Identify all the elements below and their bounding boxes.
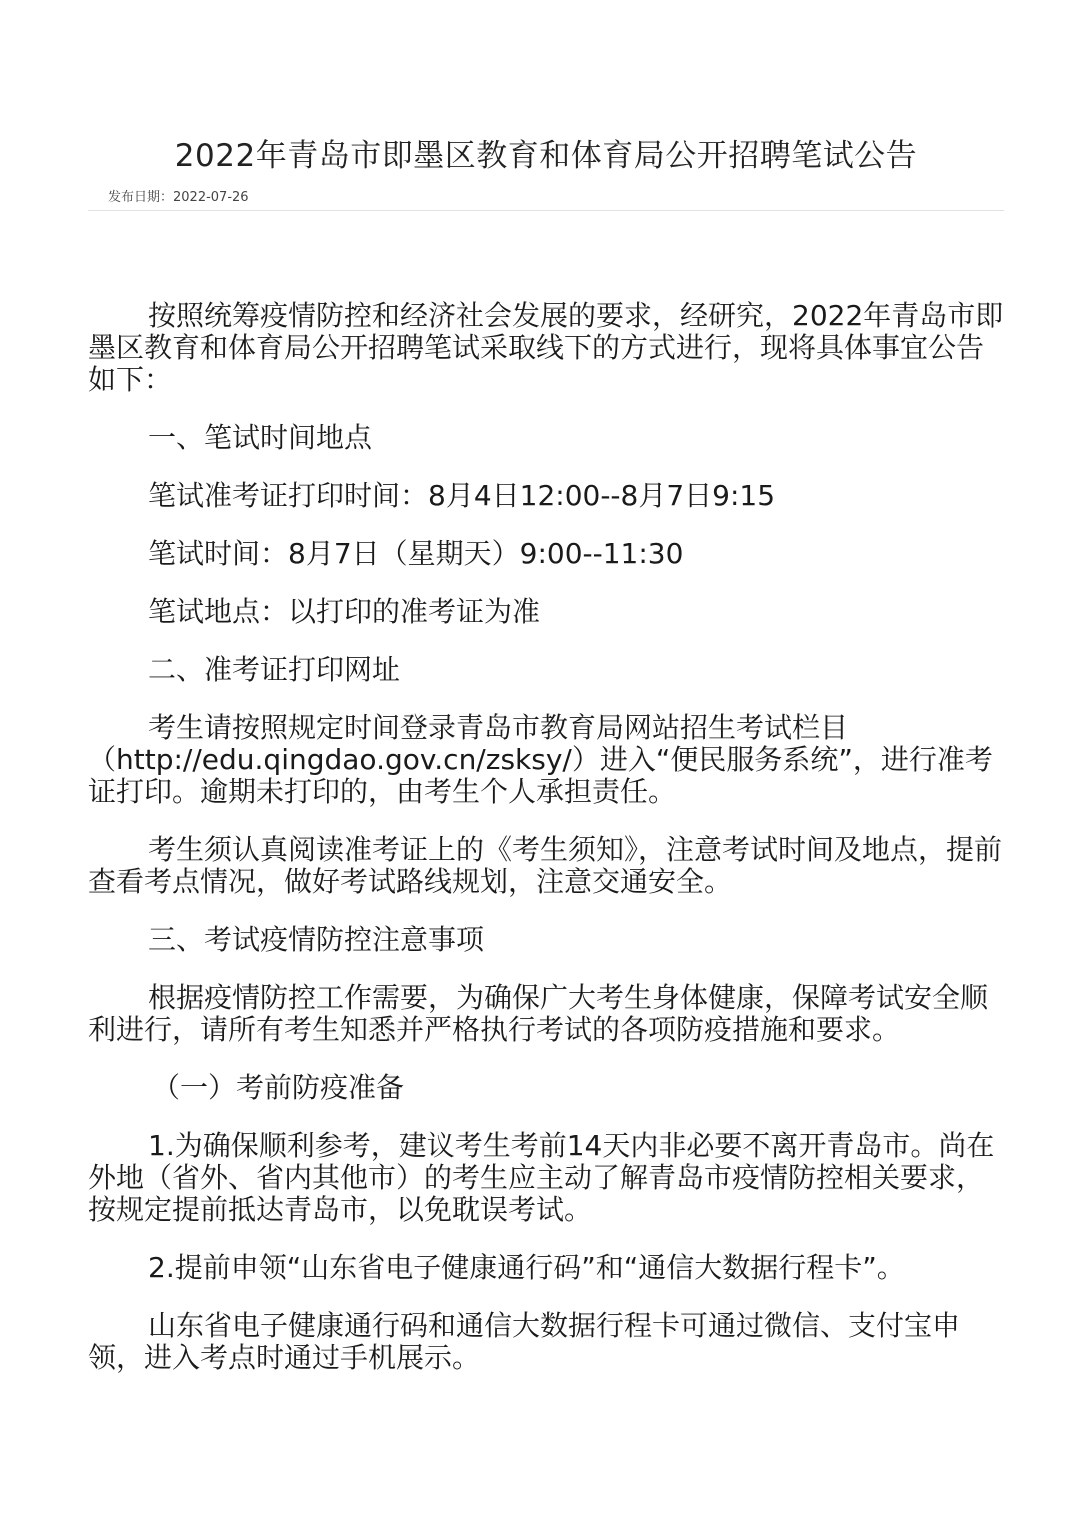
section-heading-2: 二、准考证打印网址 xyxy=(148,653,401,686)
document-title: 2022年青岛市即墨区教育和体育局公开招聘笔试公告 xyxy=(174,138,918,174)
paragraph-notice: 考生须认真阅读准考证上的《考生须知》，注意考试时间及地点，提前查看考点情况，做好考试路线规划，注意交通安全。 xyxy=(88,833,1003,898)
paragraph-item-2: 2.提前申领“山东省电子健康通行码”和“通信大数据行程卡”。 xyxy=(148,1251,905,1284)
document-body xyxy=(88,300,1004,1400)
paragraph-intro: 按照统筹疫情防控和经济社会发展的要求，经研究，2022年青岛市即墨区教育和体育局公开招聘笔试采取线下的方式进行，现将具体事宜公告如下： xyxy=(88,299,1004,396)
paragraph-print-time: 笔试准考证打印时间：8月4日12:00--8月7日9:15 xyxy=(148,479,776,512)
section-heading-3: 三、考试疫情防控注意事项 xyxy=(148,923,485,956)
publish-date: 发布日期：2022-07-26 xyxy=(108,190,249,205)
section-heading-1: 一、笔试时间地点 xyxy=(148,421,373,454)
paragraph-print-url: 考生请按照规定时间登录青岛市教育局网站招生考试栏目（http://edu.qingdao.gov.cn/zsksy/）进入“便民服务系统”，进行准考证打印。逾期未打印的，由考生个人承担责任。 xyxy=(88,711,993,808)
paragraph-health-code: 山东省电子健康通行码和通信大数据行程卡可通过微信、支付宝申领，进入考点时通过手机展示。 xyxy=(88,1309,961,1374)
paragraph-prevention: 根据疫情防控工作需要，为确保广大考生身体健康，保障考试安全顺利进行，请所有考生知悉并严格执行考试的各项防疫措施和要求。 xyxy=(88,981,989,1046)
paragraph-item-1: 1.为确保顺利参考，建议考生考前14天内非必要不离开青岛市。尚在外地（省外、省内其他市）的考生应主动了解青岛市疫情防控相关要求，按规定提前抵达青岛市，以免耽误考试。 xyxy=(88,1129,995,1226)
header-divider xyxy=(88,210,1004,211)
subsection-heading-1: （一）考前防疫准备 xyxy=(152,1071,405,1104)
paragraph-exam-time: 笔试时间：8月7日（星期天）9:00--11:30 xyxy=(148,537,684,570)
paragraph-exam-location: 笔试地点：以打印的准考证为准 xyxy=(148,595,541,628)
